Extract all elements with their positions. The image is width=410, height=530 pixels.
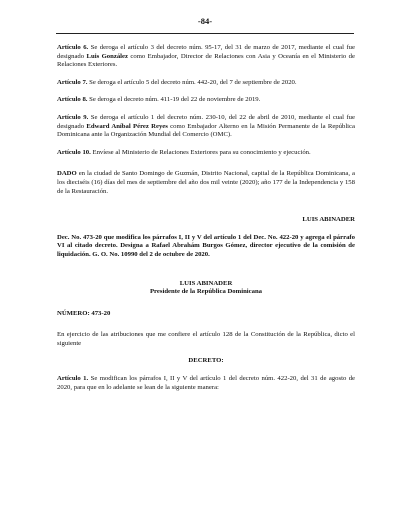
articulo-7: Artículo 7. Se deroga el artículo 5 del decreto núm. 442-20, del 7 de septiembre de 2020. bbox=[57, 78, 297, 86]
articulo-10-label: Artículo 10. bbox=[57, 148, 91, 156]
signature: LUIS ABINADER bbox=[302, 216, 355, 224]
document-body bbox=[57, 44, 355, 392]
articulo-6-name: Luis González bbox=[86, 52, 128, 60]
decree-summary: Dec. No. 473-20 que modifica los párrafos I, II y V del artículo 1 del Dec. No. 422-20 y agrega el párrafo VI al citado decreto. Designa a Rafael Abrahám Burgos Gómez, director ejecutivo de la comisión de liquidación. G. O. No. 10990 del 2 de octubre de 2020. bbox=[57, 233, 355, 258]
articulo-9-name: Edward Aníbal Pérez Reyes bbox=[86, 122, 168, 130]
preamble: En ejercicio de las atribuciones que me confiere el artículo 128 de la Constitución de la República, dicto el siguiente bbox=[57, 331, 355, 347]
dado-paragraph: DADO en la ciudad de Santo Domingo de Guzmán, Distrito Nacional, capital de la República Dominicana, a los dieciséis (16) días del mes de septiembre del año dos mil veinte (2020); año 177 de la Independencia y 158 de la Restauración. bbox=[57, 170, 355, 195]
articulo-6: Artículo 6. Se deroga el artículo 3 del decreto núm. 95-17, del 31 de marzo de 2017, mediante el cual fue designado Luis González como Embajador, Director de Relaciones con Asia y Oceanía en el Ministerio de Relaciones Exteriores. bbox=[57, 44, 355, 69]
articulo-1-label: Artículo 1. bbox=[57, 375, 89, 383]
header-president-name: LUIS ABINADER bbox=[179, 279, 233, 287]
articulo-9-label: Artículo 9. bbox=[57, 113, 89, 121]
articulo-9: Artículo 9. Se deroga el artículo 1 del decreto núm. 230-10, del 22 de abril de 2010, mediante el cual fue designado Edward Aníbal Pérez Reyes como Embajador Alterno en la Misión Permanente de la República Dominicana ante la Organización Mundial del Comercio (OMC). bbox=[57, 113, 355, 139]
decreto-heading: DECRETO: bbox=[188, 357, 224, 365]
page-number: -84- bbox=[197, 16, 213, 26]
dado-label: DADO bbox=[57, 170, 77, 178]
articulo-8-label: Artículo 8. bbox=[57, 96, 88, 104]
articulo-7-label: Artículo 7. bbox=[57, 78, 88, 86]
articulo-1: Artículo 1. Se modifican los párrafos I, II y V del artículo 1 del decreto núm. 422-20, del 31 de agosto de 2020, para que en lo adelante se lean de la siguiente manera: bbox=[57, 375, 356, 391]
articulo-10: Artículo 10. Envíese al Ministerio de Relaciones Exteriores para su conocimiento y ejecución. bbox=[57, 148, 311, 156]
header-president-title: Presidente de la República Dominicana bbox=[149, 288, 263, 296]
articulo-6-label: Artículo 6. bbox=[57, 44, 89, 51]
decree-number: NÚMERO: 473-20 bbox=[57, 309, 111, 317]
articulo-8: Artículo 8. Se deroga el decreto núm. 411-19 del 22 de noviembre de 2019. bbox=[57, 96, 261, 104]
header-rule bbox=[56, 33, 354, 34]
